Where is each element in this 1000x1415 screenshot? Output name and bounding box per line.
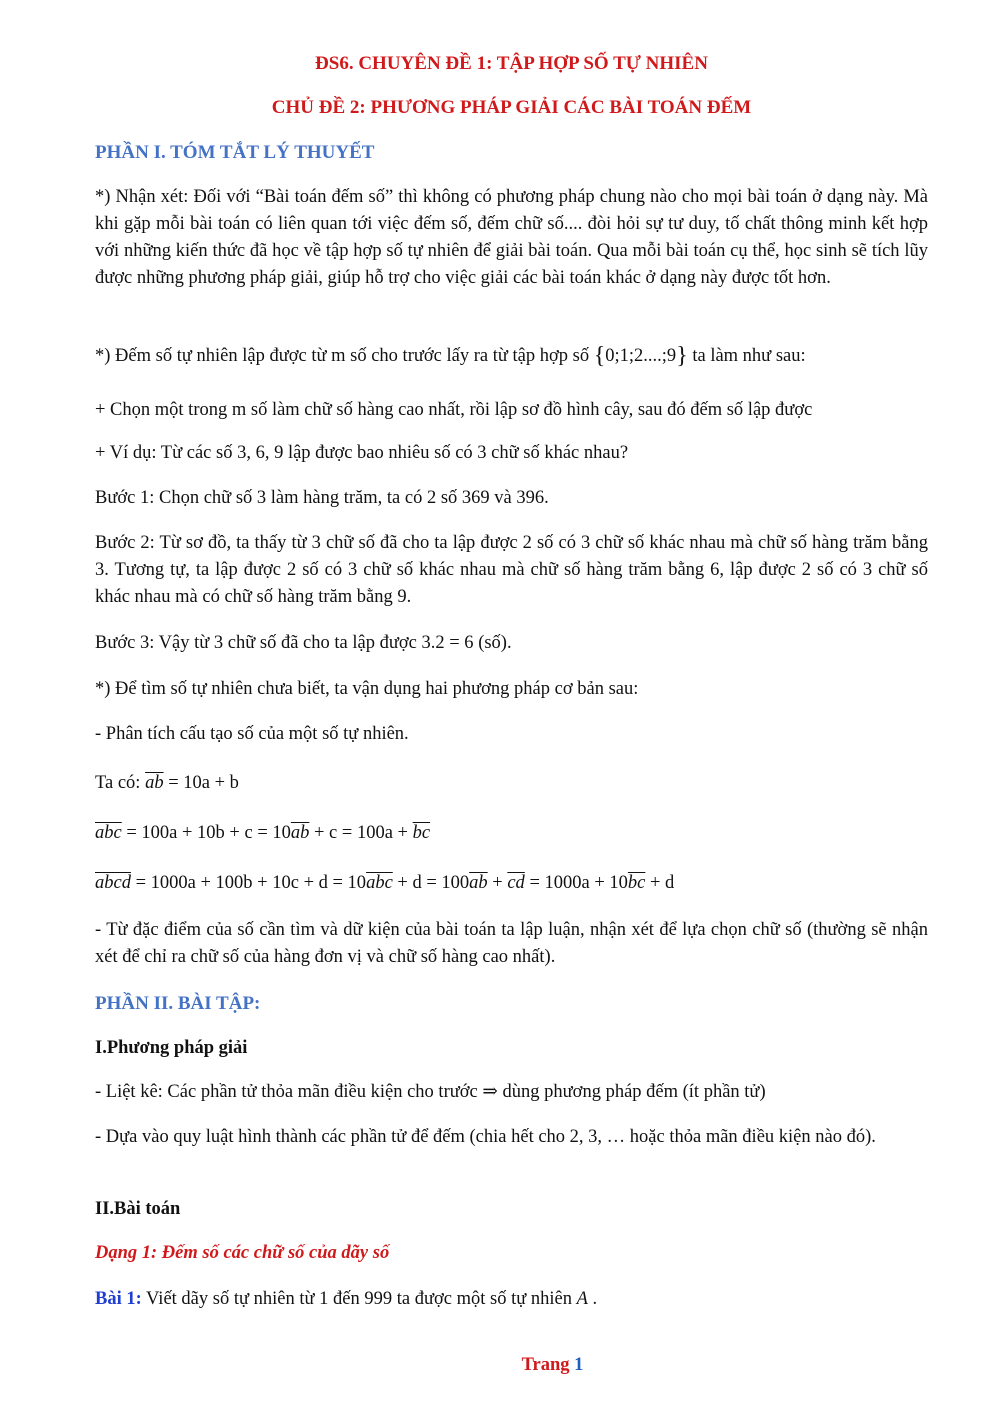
overline-bc-2: $\overline{bc}$ xyxy=(627,873,646,893)
part1-heading: PHẦN I. TÓM TẮT LÝ THUYẾT xyxy=(95,142,375,163)
formula-abc-part-2: + c = 100a + xyxy=(309,823,413,843)
dem-so-text-before: *) Đếm số tự nhiên lập được từ m số cho trước lấy ra từ tập hợp số xyxy=(95,346,594,366)
buoc-3-math: 3.2 = 6 xyxy=(421,633,474,653)
formula-abc-part-1: = 100a + 10b + c = 10 xyxy=(121,823,291,843)
overline-abc: $\overline{abc}$ xyxy=(95,823,122,843)
formula-ab xyxy=(95,770,928,797)
paragraph-vi-du: + Ví dụ: Từ các số 3, 6, 9 lập được bao nhiêu số có 3 chữ số khác nhau? xyxy=(95,443,629,463)
title-line-2: CHỦ ĐỀ 2: PHƯƠNG PHÁP GIẢI CÁC BÀI TOÁN ĐẾM xyxy=(271,97,752,118)
formula-ab-prefix: Ta có: xyxy=(95,773,146,793)
formula-abc xyxy=(95,820,928,847)
overline-cd: $\overline{cd}$ xyxy=(507,873,525,893)
paragraph-dua-vao: - Dựa vào quy luật hình thành các phần tử để đếm (chia hết cho 2, 3, … hoặc thỏa mãn điều kiện nào đó). xyxy=(95,1127,876,1147)
formula-abcd-part-3: + xyxy=(487,873,508,893)
paragraph-tim-so: *) Để tìm số tự nhiên chưa biết, ta vận dụng hai phương pháp cơ bản sau: xyxy=(95,679,639,699)
set-notation xyxy=(593,343,688,369)
overline-ab: $\overline{ab}$ xyxy=(145,773,164,793)
paragraph-liet-ke: - Liệt kê: Các phần tử thỏa mãn điều kiện cho trước ⇒ dùng phương pháp đếm (ít phần tử) xyxy=(95,1082,766,1102)
set-open-brace: { xyxy=(593,343,606,369)
bai-1-text: Viết dãy số tự nhiên từ 1 đến 999 ta được một số tự nhiên xyxy=(141,1289,577,1309)
overline-ab-3: $\overline{ab}$ xyxy=(469,873,488,893)
overline-abc-2: $\overline{abc}$ xyxy=(366,873,393,893)
paragraph-dac-diem: - Từ đặc điểm của số cần tìm và dữ kiện của bài toán ta lập luận, nhận xét để lựa chọn chữ số (thường sẽ nhận xét để chỉ ra chữ số của hàng đơn vị và chữ số hàng cao nhất). xyxy=(95,920,928,967)
title-line-1: ĐS6. CHUYÊN ĐỀ 1: TẬP HỢP SỐ TỰ NHIÊN xyxy=(315,53,708,74)
formula-abcd xyxy=(95,870,928,897)
formula-abcd-part-1: = 1000a + 100b + 10c + d = 10 xyxy=(130,873,367,893)
formula-abcd-part-2: + d = 100 xyxy=(392,873,470,893)
buoc-3-text-after: (số). xyxy=(473,633,512,653)
bai-1-variable: A xyxy=(576,1289,588,1309)
footer-page-number: 1 xyxy=(574,1355,584,1375)
part2-heading: PHẦN II. BÀI TẬP: xyxy=(95,993,261,1014)
footer-word: Trang xyxy=(521,1355,570,1375)
sub-heading-phuong-phap: I.Phương pháp giải xyxy=(95,1038,248,1058)
bai-1 xyxy=(95,1286,928,1313)
bai-1-label: Bài 1: xyxy=(95,1289,142,1309)
overline-ab-2: $\overline{ab}$ xyxy=(290,823,310,843)
set-close-brace: } xyxy=(676,343,688,369)
paragraph-buoc-3 xyxy=(95,630,928,657)
dem-so-text-after: ta làm như sau: xyxy=(687,346,806,366)
overline-bc: $\overline{bc}$ xyxy=(412,823,431,843)
paragraph-dem-so xyxy=(95,343,928,370)
dang-1-heading: Dạng 1: Đếm số các chữ số của dãy số xyxy=(95,1243,390,1263)
paragraph-buoc-1: Bước 1: Chọn chữ số 3 làm hàng trăm, ta có 2 số 369 và 396. xyxy=(95,488,549,508)
formula-abcd-part-4: = 1000a + 10 xyxy=(524,873,628,893)
set-content: 0;1;2....;9 xyxy=(605,346,677,366)
paragraph-nhan-xet: *) Nhận xét: Đối với “Bài toán đếm số” thì không có phương pháp chung nào cho mọi bài toán ở dạng này. Mà khi gặp mỗi bài toán có liên quan tới việc đếm số, đếm chữ số.... đòi hỏi sự tư duy, tố chất thông minh kết hợp với những kiến thức đã học về tập hợp số tự nhiên để giải bài toán. Qua mỗi bài toán cụ thể, học sinh sẽ tích lũy được những phương pháp giải, giúp hỗ trợ cho việc giải các bài toán khác ở dạng này được tốt hơn. xyxy=(95,187,928,288)
overline-abcd: abcd xyxy=(95,873,131,893)
paragraph-buoc-2: Bước 2: Từ sơ đồ, ta thấy từ 3 chữ số đã cho ta lập được 2 số có 3 chữ số khác nhau mà chữ số hàng trăm bằng 3. Tương tự, ta lập được 2 số có 3 chữ số khác nhau mà chữ số hàng trăm bằng 6, lập được 2 số có 3 chữ số khác nhau mà có chữ số hàng trăm bằng 9. xyxy=(95,533,928,607)
paragraph-chon: + Chọn một trong m số làm chữ số hàng cao nhất, rồi lập sơ đồ hình cây, sau đó đếm số lập được xyxy=(95,400,813,420)
formula-ab-rest: = 10a + b xyxy=(163,773,239,793)
page-footer xyxy=(0,1352,1000,1379)
paragraph-phan-tich: - Phân tích cấu tạo số của một số tự nhiên. xyxy=(95,724,409,744)
bai-1-end: . xyxy=(587,1289,598,1309)
formula-abcd-part-5: + d xyxy=(645,873,675,893)
buoc-3-text-before: Bước 3: Vậy từ 3 chữ số đã cho ta lập được xyxy=(95,633,422,653)
sub-heading-bai-toan: II.Bài toán xyxy=(95,1199,181,1219)
